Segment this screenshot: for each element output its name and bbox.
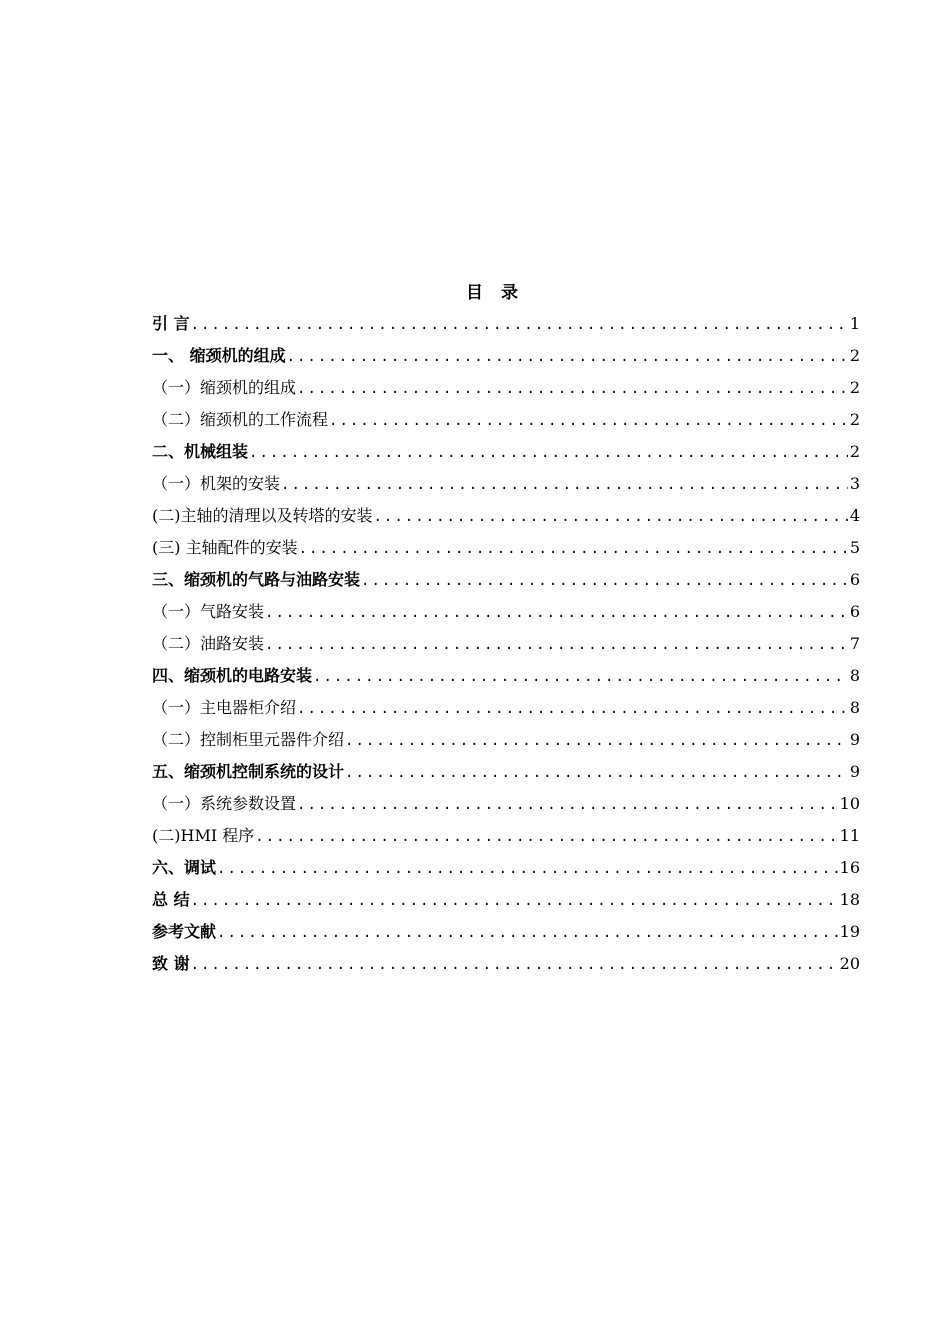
toc-entry-label: 二、机械组装 [152, 442, 249, 461]
toc-entry[interactable] [152, 404, 860, 436]
toc-entry-label: 一、 缩颈机的组成 [152, 346, 286, 365]
toc-entry-label: (三) 主轴配件的安装 [152, 538, 298, 557]
toc-entry-label: （一）系统参数设置 [152, 794, 297, 813]
dot-leader [249, 437, 848, 469]
toc-entry-page: 9 [849, 762, 860, 781]
toc-entry[interactable] [152, 564, 860, 596]
toc-list [152, 308, 860, 980]
toc-entry-page: 4 [849, 506, 860, 525]
toc-entry-label: （二）控制柜里元器件介绍 [152, 730, 345, 749]
toc-entry[interactable] [152, 660, 860, 692]
toc-entry-page: 2 [849, 346, 860, 365]
dot-leader [255, 821, 837, 853]
dot-leader [297, 373, 848, 405]
toc-entry-label: 引 言 [152, 314, 190, 333]
toc-entry-page: 10 [839, 794, 860, 813]
toc-entry-page: 2 [849, 442, 860, 461]
toc-entry[interactable] [152, 884, 860, 916]
toc-entry-page: 1 [849, 314, 860, 333]
toc-entry-page: 18 [839, 890, 860, 909]
toc-entry-page: 19 [839, 922, 860, 941]
toc-entry-label: （二）缩颈机的工作流程 [152, 410, 329, 429]
dot-leader [265, 629, 848, 661]
toc-entry-page: 2 [849, 410, 860, 429]
toc-entry[interactable] [152, 692, 860, 724]
toc-entry[interactable] [152, 532, 860, 564]
toc-entry-label: (二)HMI 程序 [152, 826, 255, 845]
toc-entry-label: （一）机架的安装 [152, 474, 281, 493]
toc-entry-page: 8 [849, 698, 860, 717]
toc-entry-page: 2 [849, 378, 860, 397]
dot-leader [287, 341, 848, 373]
toc-entry-label: 总 结 [152, 890, 190, 909]
dot-leader [374, 501, 848, 533]
dot-leader [191, 885, 838, 917]
dot-leader [329, 405, 848, 437]
dot-leader [297, 789, 838, 821]
dot-leader [345, 725, 848, 757]
dot-leader [281, 469, 848, 501]
toc-entry[interactable] [152, 436, 860, 468]
toc-entry-label: 四、缩颈机的电路安装 [152, 666, 313, 685]
toc-entry[interactable] [152, 948, 860, 980]
toc-entry[interactable] [152, 372, 860, 404]
dot-leader [297, 693, 848, 725]
dot-leader [361, 565, 848, 597]
dot-leader [345, 757, 848, 789]
toc-entry[interactable] [152, 820, 860, 852]
toc-entry[interactable] [152, 916, 860, 948]
dot-leader [191, 309, 848, 341]
toc-entry-page: 7 [849, 634, 860, 653]
toc-entry-label: （一）主电器柜介绍 [152, 698, 297, 717]
toc-entry-page: 20 [839, 954, 860, 973]
toc-entry-page: 6 [849, 570, 860, 589]
toc-entry-label: (二)主轴的清理以及转塔的安装 [152, 506, 373, 525]
toc-entry-label: 致 谢 [152, 954, 190, 973]
dot-leader [313, 661, 848, 693]
toc-entry[interactable] [152, 308, 860, 340]
toc-entry-label: （二）油路安装 [152, 634, 265, 653]
toc-entry-label: （一）气路安装 [152, 602, 265, 621]
toc-entry[interactable] [152, 788, 860, 820]
toc-entry-page: 6 [849, 602, 860, 621]
toc-entry-label: 参考文献 [152, 922, 217, 941]
toc-entry-label: 三、缩颈机的气路与油路安装 [152, 570, 361, 589]
toc-entry[interactable] [152, 340, 860, 372]
toc-entry[interactable] [152, 500, 860, 532]
toc-entry[interactable] [152, 852, 860, 884]
toc-entry[interactable] [152, 596, 860, 628]
toc-entry-page: 11 [839, 826, 860, 845]
toc-entry-page: 3 [849, 474, 860, 493]
dot-leader [217, 917, 838, 949]
toc-entry[interactable] [152, 756, 860, 788]
toc-entry-label: 五、缩颈机控制系统的设计 [152, 762, 345, 781]
toc-entry-page: 8 [849, 666, 860, 685]
dot-leader [191, 949, 838, 981]
toc-entry[interactable] [152, 724, 860, 756]
toc-entry-label: （一）缩颈机的组成 [152, 378, 297, 397]
toc-entry[interactable] [152, 468, 860, 500]
toc-entry-page: 9 [849, 730, 860, 749]
dot-leader [217, 853, 838, 885]
toc-entry-label: 六、调试 [152, 858, 217, 877]
toc-title: 目 录 [466, 283, 524, 303]
dot-leader [299, 533, 848, 565]
dot-leader [265, 597, 848, 629]
toc-entry[interactable] [152, 628, 860, 660]
toc-entry-page: 5 [849, 538, 860, 557]
toc-entry-page: 16 [839, 858, 860, 877]
